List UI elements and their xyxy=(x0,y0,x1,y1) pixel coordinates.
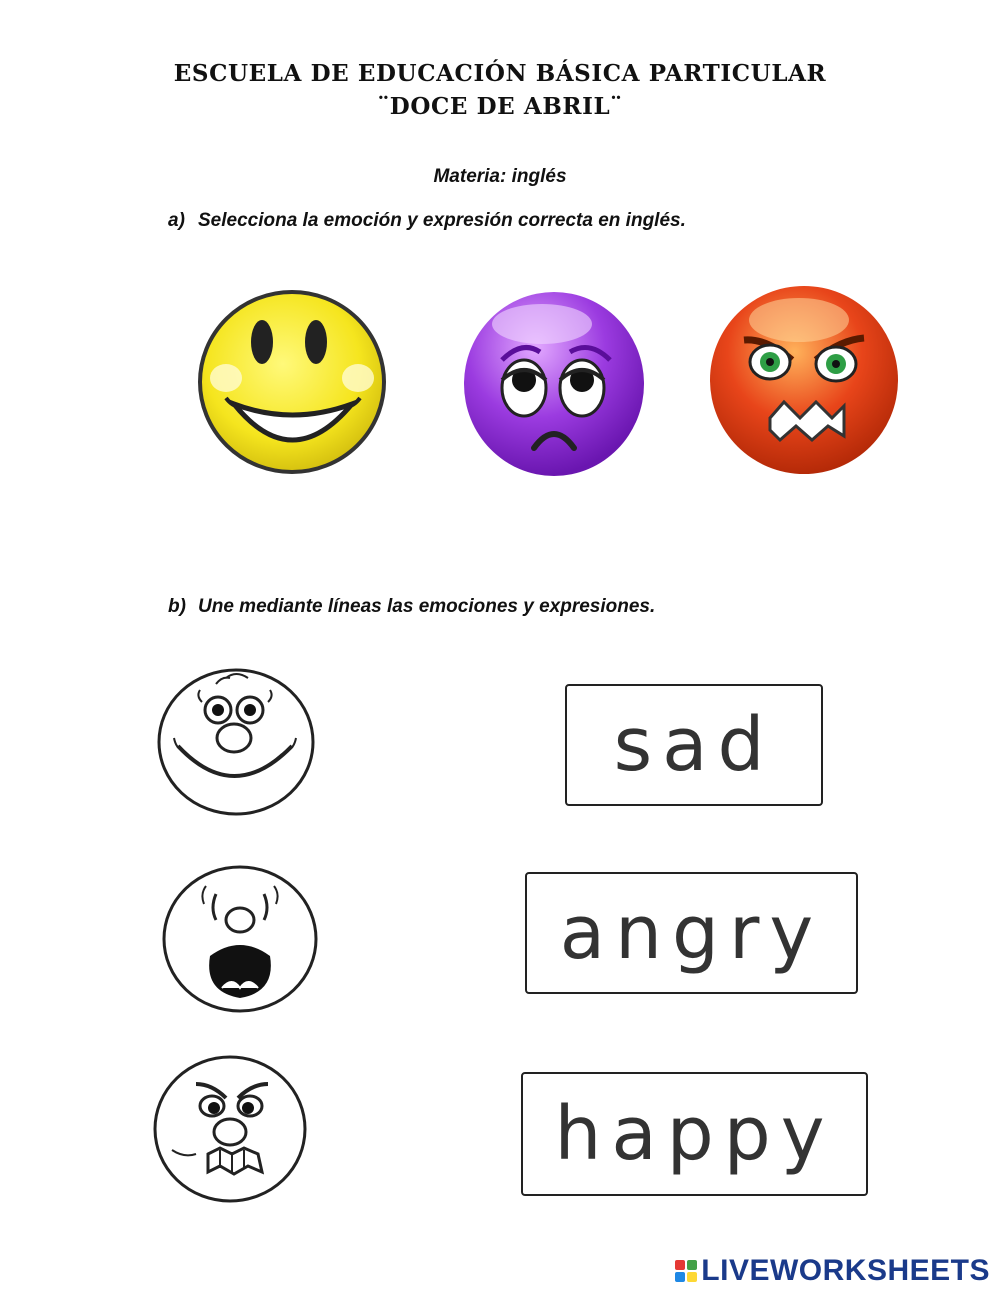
surprised-face[interactable] xyxy=(160,864,320,1014)
instruction-b-letter: b) xyxy=(168,596,186,617)
liveworksheets-logo-icon xyxy=(675,1260,697,1282)
instruction-b-text: Une mediante líneas las emociones y expresiones. xyxy=(198,596,656,617)
subject-label: Materia: inglés xyxy=(433,166,567,187)
sad-emoji[interactable] xyxy=(462,290,647,480)
word-box-angry[interactable]: angry xyxy=(525,872,858,994)
instruction-b xyxy=(168,596,655,618)
school-name-quote: ¨DOCE DE ABRIL¨ xyxy=(377,93,623,120)
happy-face[interactable] xyxy=(156,668,318,818)
word-box-sad[interactable]: sad xyxy=(565,684,823,806)
brand-text: LIVEWORKSHEETS xyxy=(701,1254,990,1287)
liveworksheets-brand[interactable] xyxy=(675,1254,990,1288)
word-box-happy[interactable]: happy xyxy=(521,1072,868,1196)
instruction-a-text: Selecciona la emoción y expresión correcta en inglés. xyxy=(198,210,686,231)
instruction-a xyxy=(168,210,686,232)
happy-emoji[interactable] xyxy=(196,286,394,476)
school-name: ESCUELA DE EDUCACIÓN BÁSICA PARTICULAR xyxy=(173,60,827,87)
instruction-a-letter: a) xyxy=(168,210,185,231)
angry-emoji[interactable] xyxy=(704,280,904,480)
angry-face[interactable] xyxy=(152,1054,310,1204)
